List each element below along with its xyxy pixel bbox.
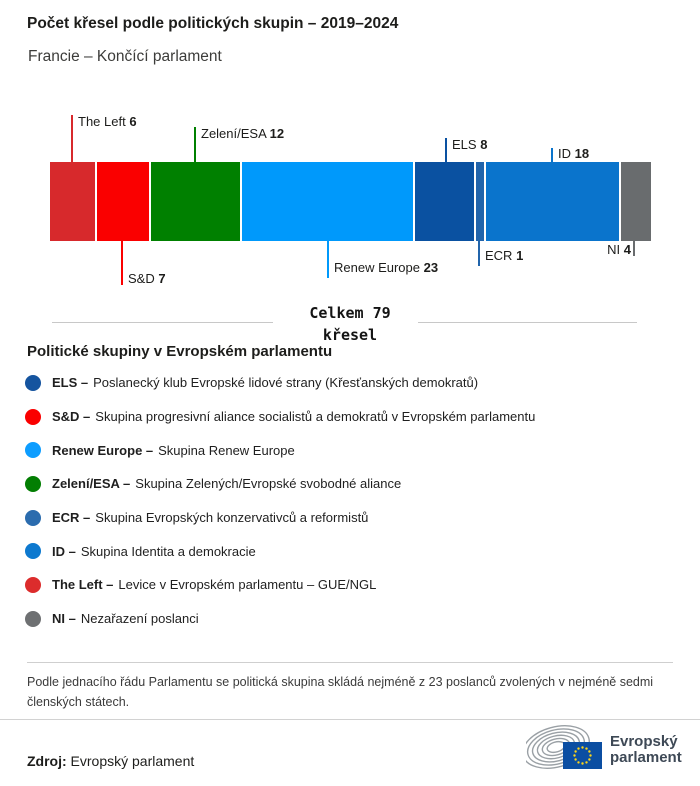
legend-desc: Skupina Evropských konzervativců a reformistů (95, 510, 369, 526)
legend-name: S&D – (52, 409, 91, 425)
group-name: ID (558, 146, 571, 161)
callout-tick-id (551, 148, 553, 162)
id-color-dot-icon (25, 543, 41, 559)
bar-segment-ni (621, 162, 651, 241)
legend-name: NI – (52, 611, 76, 627)
european-parliament-logo (526, 725, 694, 777)
callout-tick-sd (121, 241, 123, 285)
legend-name: ID – (52, 543, 76, 559)
the-left-color-dot-icon (25, 577, 41, 593)
page-subtitle: Francie – Končící parlament (28, 48, 222, 65)
seats-bar (50, 162, 651, 241)
callout-label-renew-europe (334, 260, 438, 275)
legend-text (52, 476, 401, 491)
legend-desc: Skupina Renew Europe (158, 442, 295, 458)
callout-tick-els (445, 138, 447, 162)
legend-text (52, 577, 376, 592)
group-name: Zelení/ESA (201, 126, 267, 141)
footnote-divider (27, 662, 673, 663)
bar-segment-id (486, 162, 620, 241)
source-label: Zdroj: (27, 753, 67, 769)
group-seats: 4 (623, 242, 631, 257)
group-seats: 6 (129, 114, 137, 129)
group-name: Renew Europe (334, 260, 420, 275)
callout-label-zeleni-esa (201, 126, 284, 141)
legend-item-els (25, 366, 685, 400)
legend-text (52, 409, 535, 424)
legend-list (25, 366, 685, 636)
legend-item-id (25, 534, 685, 568)
callout-tick-the-left (71, 115, 73, 162)
eu-flag-icon (563, 742, 602, 769)
legend-text (52, 611, 199, 626)
group-seats: 1 (516, 248, 524, 263)
group-name: ELS (452, 137, 477, 152)
callout-tick-ecr (478, 241, 480, 266)
legend-desc: Skupina Zelených/Evropské svobodné aliance (135, 476, 402, 492)
page-title: Počet křesel podle politických skupin – 2019–2024 (27, 15, 399, 32)
group-seats: 7 (158, 271, 166, 286)
callout-tick-zeleni-esa (194, 127, 196, 162)
legend-item-zeleni-esa (25, 467, 685, 501)
bar-segment-renew-europe (242, 162, 413, 241)
legend-item-ni (25, 602, 685, 636)
legend-text (52, 443, 295, 458)
legend-heading: Politické skupiny v Evropském parlamentu (27, 343, 333, 360)
callout-label-id (558, 146, 589, 161)
ecr-color-dot-icon (25, 510, 41, 526)
legend-desc: Skupina Identita a demokracie (80, 543, 256, 559)
legend-desc: Levice v Evropském parlamentu – GUE/NGL (118, 577, 377, 593)
callout-label-els (452, 137, 487, 152)
group-seats: 8 (480, 137, 488, 152)
legend-text (52, 544, 256, 559)
callout-label-ecr (485, 248, 523, 263)
total-line-1: Celkem 79 (309, 304, 391, 322)
callout-label-ni (607, 242, 631, 257)
legend-name: ELS – (52, 375, 89, 391)
group-seats: 18 (574, 146, 590, 161)
callout-tick-ni (633, 241, 635, 256)
group-name: ECR (485, 248, 513, 263)
legend-text (52, 375, 478, 390)
legend-name: ECR – (52, 510, 91, 526)
zeleni-color-dot-icon (25, 476, 41, 492)
legend-item-the-left (25, 568, 685, 602)
callout-label-the-left (78, 114, 137, 129)
legend-name: Renew Europe – (52, 442, 154, 458)
group-seats: 23 (423, 260, 439, 275)
total-line-2: křesel (322, 326, 378, 344)
ni-color-dot-icon (25, 611, 41, 627)
legend-desc: Skupina progresivní aliance socialistů a demokratů v Evropském parlamentu (95, 409, 536, 425)
footnote-text: Podle jednacího řádu Parlamentu se politická skupina skládá nejméně z 23 poslanců zvolených v nejméně sedmi členských státech. (27, 675, 654, 709)
group-name: NI (607, 242, 621, 257)
legend-name: Zelení/ESA – (52, 476, 131, 492)
legend-desc: Poslanecký klub Evropské lidové strany (Křesťanských demokratů) (93, 375, 479, 391)
logo-text-line-1: Evropský (610, 733, 678, 750)
footer-divider (0, 719, 700, 720)
callout-tick-renew-europe (327, 241, 329, 278)
callout-label-sd (128, 271, 166, 286)
bar-segment-zelen-esa (151, 162, 240, 241)
source-value: Evropský parlament (70, 753, 195, 769)
legend-item-ecr (25, 501, 685, 535)
legend-desc: Nezařazení poslanci (80, 611, 199, 627)
els-color-dot-icon (25, 375, 41, 391)
legend-item-sd (25, 400, 685, 434)
legend-name: The Left – (52, 577, 114, 593)
group-name: S&D (128, 271, 155, 286)
legend-item-renew-europe (25, 433, 685, 467)
sd-color-dot-icon (25, 409, 41, 425)
group-name: The Left (78, 114, 126, 129)
bar-segment-ecr (476, 162, 483, 241)
group-seats: 12 (269, 126, 285, 141)
bar-segment-s-d (97, 162, 149, 241)
logo-text-line-2: parlament (610, 749, 682, 766)
bar-segment-the-left (50, 162, 95, 241)
bar-segment-els (415, 162, 474, 241)
source-line (27, 753, 194, 769)
legend-text (52, 510, 368, 525)
total-seats-label (0, 302, 700, 346)
renew-color-dot-icon (25, 442, 41, 458)
